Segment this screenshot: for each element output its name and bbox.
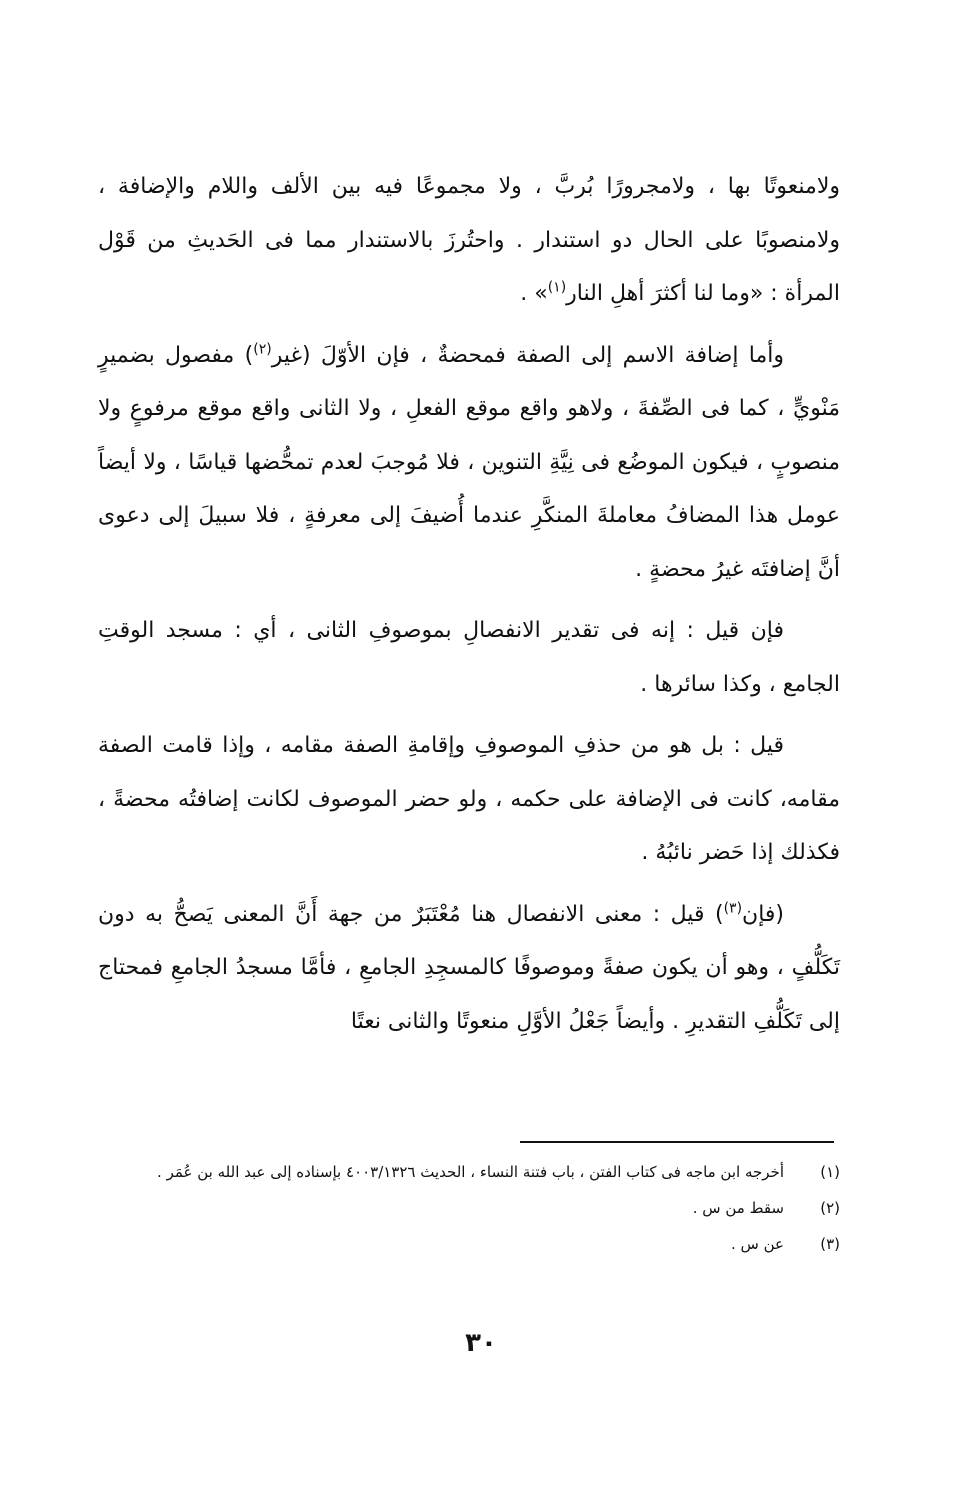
footnote-separator-line (520, 1141, 834, 1143)
paragraph-text: وأما إضافة الاسم إلى الصفة فمحضةٌ ، فإن الأوّلَ (غير (271, 342, 785, 368)
page-number: ٣٠ (465, 1328, 497, 1358)
footnote-number: (٣) (820, 1235, 840, 1253)
paragraph-text: ) مفصول بضميرٍ مَنْويٍّ ، كما فى الصِّفةَ ، ولاهو واقع موقع الفعلِ ، ولا الثانى واقع موقع مرفوعٍ ولا منصوبٍ ، فيكون الموضُع فى نِيَّةِ التنوين ، فلا مُوجبَ لعدم تمحُّضها قياسًا ، ولا أيضاً عومل هذا المضافُ معاملةَ المنكَّرِ عندما أُضيفَ إلى معرفةٍ ، فلا سبيلَ إلى دعوى أنَّ إضافتَه غيرُ محضةٍ . (98, 342, 840, 582)
paragraph-text: (فإن (742, 901, 784, 927)
paragraph-text: » . (520, 281, 548, 306)
paragraph (98, 719, 840, 880)
footnote (98, 1229, 840, 1259)
footnote-marker: (١) (547, 279, 567, 296)
main-text-body (98, 160, 840, 1048)
footnote-number: (١) (820, 1163, 840, 1181)
paragraph (98, 160, 840, 321)
paragraph-text: ولامنعوتًا بها ، ولامجرورًا بُربَّ ، ولا مجموعًا فيه بين الألف واللام والإضافة ، ولامنصوبًا على الحال دو استندار . واحتُرزَ بالاستندار مما فى الحَديثِ من قَوْل المرأة : «وما لنا أكثرَ أهلِ النار (98, 174, 840, 306)
footnote (98, 1157, 840, 1187)
paragraph-text: قيل : بل هو من حذفِ الموصوفِ وإقامةِ الصفة مقامه ، وإذا قامت الصفة مقامه، كانت فى الإضافة على حكمه ، ولو حضر الموصوف لكانت إضافتُه محضةً ، فكذلك إذا حَضر نائبُهُ . (98, 733, 840, 865)
paragraph (98, 888, 840, 1049)
paragraph-text: ) قيل : معنى الانفصال هنا مُعْتَبَرٌ من جهة أَنَّ المعنى يَصحُّ به دون تَكَلُّفٍ ، وهو أن يكون صفةً وموصوفًا كالمسجِدِ الجامعِ ، فأمَّا مسجدُ الجامعِ فمحتاج إلى تَكَلُّفِ التقديرِ . وأيضاً جَعْلُ الأوَّلِ منعوتًا والثانى نعتًا (98, 901, 840, 1034)
footnote-text: سقط من س . (692, 1199, 784, 1217)
footnote-text: أخرجه ابن ماجه فى كتاب الفتن ، باب فتنة النساء ، الحديث ٤٠٠٣/١٣٢٦ بإسناده إلى عبد الله بن عُمَر . (157, 1163, 784, 1181)
footnote-marker: (٣) (723, 900, 743, 917)
paragraph-text: فإن قيل : إنه فى تقدير الانفصالِ بموصوفِ الثانى ، أي : مسجد الوقتِ الجامع ، وكذا سائرها . (98, 618, 840, 697)
footnote-number: (٢) (820, 1199, 840, 1217)
footnotes-section (98, 1157, 840, 1265)
footnote (98, 1193, 840, 1223)
paragraph (98, 604, 840, 711)
paragraph (98, 329, 840, 597)
footnote-text: عن س . (731, 1235, 784, 1253)
footnote-marker: (٢) (253, 341, 272, 358)
